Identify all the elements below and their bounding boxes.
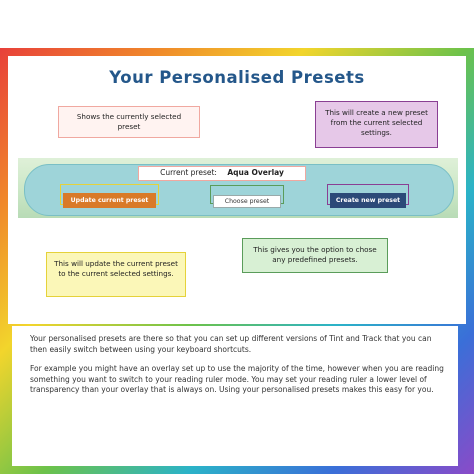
choose-button-highlight xyxy=(210,185,284,204)
description-panel xyxy=(12,326,458,466)
update-current-preset-button[interactable]: Update current preset xyxy=(63,193,156,208)
description-paragraph-2: For example you might have an overlay set up to use the majority of the time, however when you are reading something you want to switch to your reading ruler mode. You may set your reading ruler a lower level of transparency than your overlay that is always on. Using your personalised presets makes this easy for you. xyxy=(30,364,444,394)
presets-illustration-panel xyxy=(8,56,466,324)
callout-choose-preset: This gives you the option to chose any predefined presets. xyxy=(242,238,388,273)
update-button-highlight xyxy=(60,184,159,205)
callout-create-preset: This will create a new preset from the current selected settings. xyxy=(315,101,438,148)
callout-update-preset: This will update the current preset to the current selected settings. xyxy=(46,252,186,297)
current-preset-label: Current preset: xyxy=(160,168,217,177)
create-button-highlight xyxy=(327,184,409,205)
create-new-preset-button[interactable]: Create new preset xyxy=(330,193,406,208)
page-title: Your Personalised Presets xyxy=(109,68,365,87)
description-paragraph-1: Your personalised presets are there so that you can set up different versions of Tint and Track that you can then easily switch between using your keyboard shortcuts. xyxy=(30,334,432,354)
choose-preset-button[interactable]: Choose preset xyxy=(213,195,281,208)
callout-current-preset: Shows the currently selected preset xyxy=(58,106,200,138)
current-preset-value: Aqua Overlay xyxy=(227,168,284,177)
current-preset-display xyxy=(138,166,306,181)
